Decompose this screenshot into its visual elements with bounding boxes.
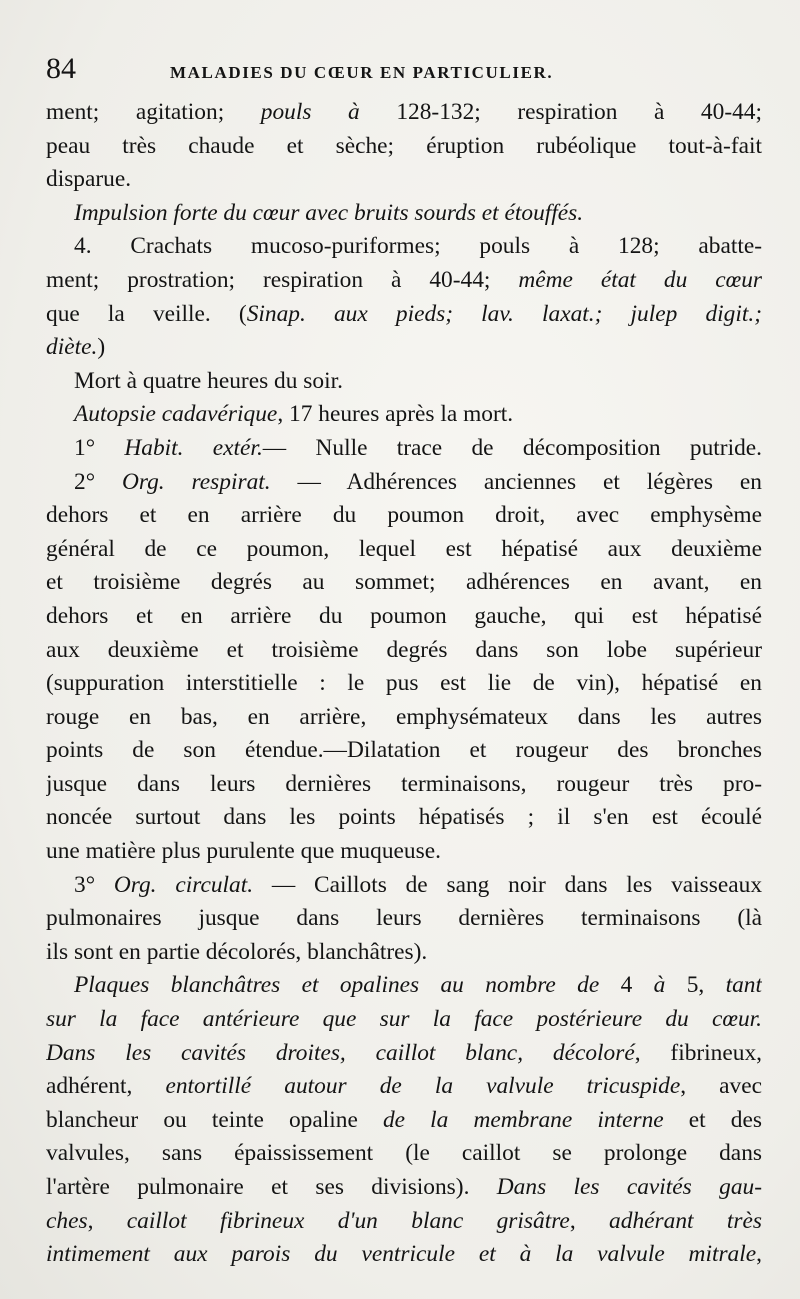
text-line <box>46 701 762 735</box>
italic-text: sur la face antérieure que sur la face postérieure du cœur. <box>46 1006 762 1033</box>
text-run: dehors et en arrière du poumon droit, avec emphysème <box>46 502 762 529</box>
text-line <box>46 130 762 164</box>
text-run: dehors et en arrière du poumon gauche, qui est hépatisé <box>46 602 762 629</box>
text-line <box>46 163 762 197</box>
text-line <box>46 835 762 869</box>
italic-text: Autopsie cadavérique <box>74 401 278 428</box>
text-run: ment; prostration; respiration à 40-44; <box>46 266 519 293</box>
text-line <box>46 230 762 264</box>
italic-text: intimement aux parois du ventricule et à la valvule mitrale <box>46 1241 757 1268</box>
italic-text: caillot fibrineux d'un blanc grisâtre <box>126 1207 570 1234</box>
text-line <box>46 264 762 298</box>
italic-text: Habit. extér. <box>124 434 263 461</box>
text-line <box>46 1070 762 1104</box>
text-run: (suppuration interstitielle : le pus est lie de vin), hépatisé en <box>46 670 762 697</box>
text-line <box>46 1037 762 1071</box>
text-line <box>46 1171 762 1205</box>
text-line <box>46 801 762 835</box>
text-run: blancheur ou teinte opaline <box>46 1106 383 1133</box>
text-run: général de ce poumon, lequel est hépatisé aux deuxième <box>46 535 762 562</box>
italic-text: de la membrane interne <box>382 1106 664 1133</box>
text-run: l'artère pulmonaire et ses divisions). <box>46 1174 497 1200</box>
text-run: noncée surtout dans les points hépatisés ; il s'en est écoulé <box>46 804 762 831</box>
text-run: 2° <box>74 468 122 495</box>
text-line <box>46 1205 762 1239</box>
text-run: — Adhérences anciennes et légères en <box>270 468 762 495</box>
text-run: , avec <box>680 1073 762 1100</box>
italic-text: Impulsion forte du cœur avec bruits sourds et étouffés. <box>74 199 584 226</box>
italic-text: à <box>653 972 666 999</box>
text-line <box>46 1003 762 1037</box>
text-run: 4. Crachats mucoso-puriformes; pouls à 128; abatte- <box>74 233 762 260</box>
text-line <box>46 869 762 903</box>
text-run: 3° <box>74 871 114 898</box>
text-line <box>46 398 762 432</box>
text-line <box>46 667 762 701</box>
text-run: une matière plus purulente que muqueuse. <box>46 838 441 865</box>
text-run: , 17 heures après la mort. <box>277 401 514 428</box>
text-line <box>46 331 762 365</box>
italic-text: Plaques blanchâtres et opalines au nombre de <box>74 972 600 999</box>
text-line <box>46 969 762 1003</box>
text-line <box>46 466 762 500</box>
text-run: jusque dans leurs dernières terminaisons, rougeur très pro- <box>46 770 762 797</box>
text-run: et des <box>663 1106 762 1133</box>
italic-text: ches <box>46 1207 88 1234</box>
italic-text: entortillé autour de la valvule tricuspide <box>165 1073 681 1100</box>
text-run: peau très chaude et sèche; éruption rubéolique tout-à-fait <box>46 132 762 159</box>
text-run: rouge en bas, en arrière, emphysémateux dans les autres <box>46 703 762 730</box>
text-run: , fibrineux, <box>634 1039 762 1066</box>
text-run: , <box>87 1207 127 1234</box>
text-line <box>46 365 762 399</box>
italic-text: adhérant très <box>609 1207 762 1234</box>
text-run: 128-132; respiration à 40-44; <box>359 99 762 125</box>
text-run: et troisième degrés au sommet; adhérences en avant, en <box>46 569 762 596</box>
text-run: Mort à quatre heures du soir. <box>74 367 343 394</box>
text-line <box>46 1104 762 1138</box>
body-text <box>46 96 762 1272</box>
italic-text: même état du cœur <box>518 266 762 293</box>
italic-text: diète. <box>46 334 98 361</box>
text-run: , <box>569 1207 610 1234</box>
text-line <box>46 298 762 332</box>
text-run: 4 <box>599 972 654 999</box>
italic-text: Dans les cavités droites, caillot blanc, décoloré <box>46 1039 635 1066</box>
italic-text: pouls à <box>260 99 360 125</box>
italic-text: Sinap. aux pieds; lav. laxat.; julep digit.; <box>246 300 762 327</box>
text-run: pulmonaires jusque dans leurs dernières terminaisons (là <box>46 905 762 932</box>
text-run: — Caillots de sang noir dans les vaisseaux <box>253 871 762 898</box>
text-run: adhérent, <box>46 1073 166 1100</box>
text-run: que la veille. ( <box>46 300 247 327</box>
text-line <box>46 197 762 231</box>
text-line <box>46 533 762 567</box>
running-head: MALADIES DU CŒUR EN PARTICULIER. <box>170 63 554 82</box>
italic-text: Org. circulat. <box>113 871 254 898</box>
text-run: ils sont en partie décolorés, blanchâtres). <box>46 938 428 965</box>
page-header <box>46 52 762 96</box>
text-line <box>46 734 762 768</box>
page-number: 84 <box>46 52 76 85</box>
text-run: aux deuxième et troisième degrés dans son lobe supérieur <box>46 636 762 663</box>
text-line <box>46 768 762 802</box>
text-run: 1° <box>74 434 125 461</box>
text-run: points de son étendue.—Dilatation et rougeur des bronches <box>46 737 762 764</box>
italic-text: Dans les cavités gau- <box>496 1174 762 1200</box>
text-line <box>46 936 762 970</box>
italic-text: tant <box>725 972 762 999</box>
text-line <box>46 499 762 533</box>
italic-text: Org. respirat. <box>121 468 271 495</box>
text-line <box>46 1137 762 1171</box>
text-run: ) <box>97 334 106 361</box>
text-line <box>46 1238 762 1272</box>
text-run: — Nulle trace de décomposition putride. <box>262 434 762 461</box>
text-line <box>46 566 762 600</box>
text-line <box>46 96 762 130</box>
text-line <box>46 902 762 936</box>
text-run: ment; agitation; <box>46 99 261 125</box>
text-run: , <box>756 1241 762 1268</box>
text-line <box>46 600 762 634</box>
text-line <box>46 634 762 668</box>
text-run: 5, <box>665 972 726 999</box>
text-run: valvules, sans épaississement (le caillot se prolonge dans <box>46 1140 762 1167</box>
text-run: disparue. <box>46 166 132 193</box>
text-line <box>46 432 762 466</box>
